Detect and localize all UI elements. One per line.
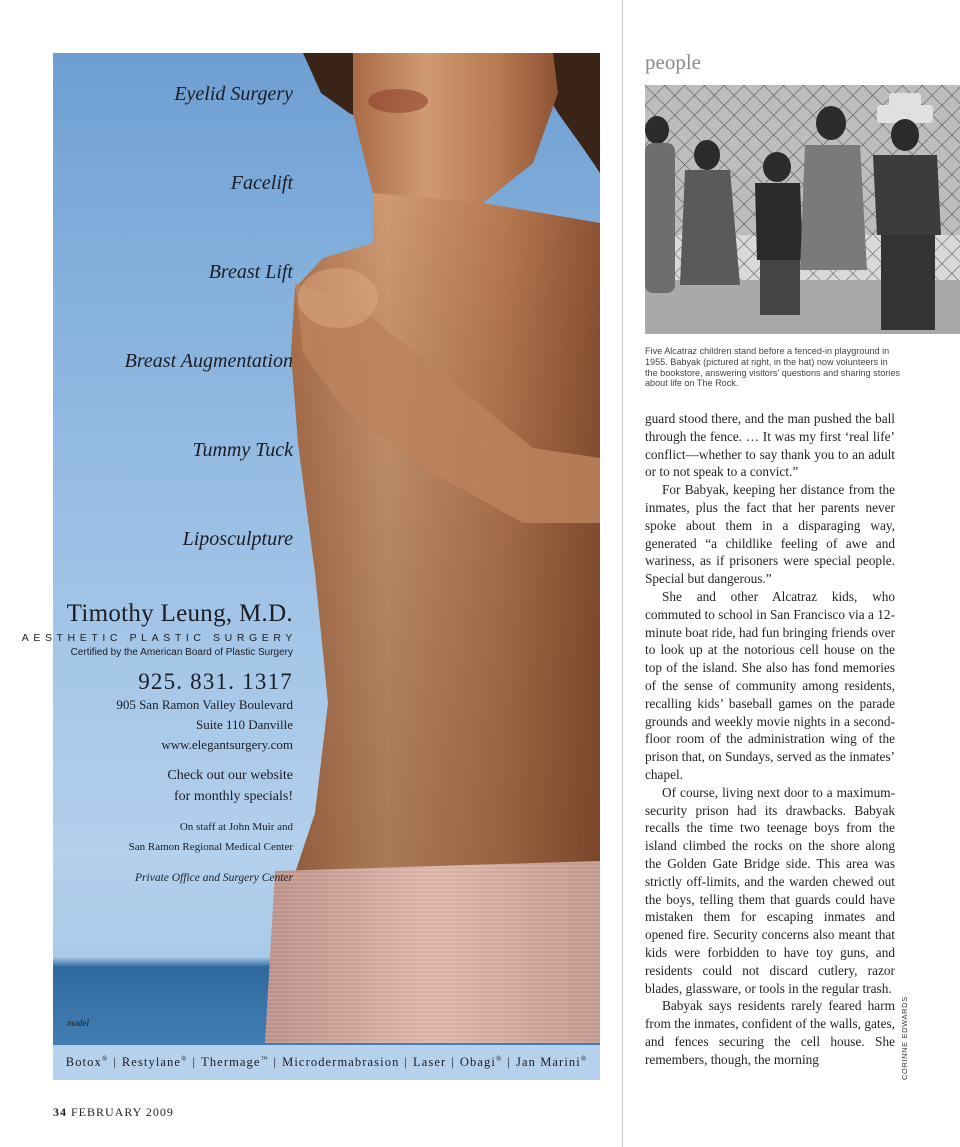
service-item: Facelift: [230, 172, 293, 194]
board-certification: Certified by the American Board of Plastic Surgery: [70, 647, 293, 658]
footer-item: Microdermabrasion: [282, 1055, 400, 1069]
office-tagline: Private Office and Surgery Center: [135, 872, 293, 884]
photo-credit: CORINNE EDWARDS: [900, 996, 909, 1080]
article-paragraph: Of course, living next door to a maximum-security prison had its drawbacks. Babyak recalls the time two teenage boys from the island climbed the rocks on the shore along the Golden Gate Bridge side. This area was strictly off-limits, and the warden chewed out the boys, telling them that guards could have mistaken them for escaping inmates and opened fire. Security concerns also meant that kids were forbidden to have toy guns, and residents could not discard cutlery, razor blades, glassware, or tools in the regular trash.: [645, 784, 895, 996]
phone-number: 925. 831. 1317: [138, 669, 293, 694]
section-label: people: [645, 50, 701, 74]
website-link: www.elegantsurgery.com: [161, 737, 293, 752]
footer-item: Laser: [413, 1055, 447, 1069]
doctor-specialty: AESTHETIC PLASTIC SURGERY: [21, 632, 297, 644]
address-line: 905 San Ramon Valley Boulevard: [116, 697, 293, 712]
photo-caption: Five Alcatraz children stand before a fenced-in playground in 1955. Babyak (pictured at right, in the hat) now volunteers in the bookstore, answering visitors’ questions and sharing stories about life on The Rock.: [645, 346, 900, 389]
article-paragraph: guard stood there, and the man pushed the ball through the fence. … It was my first ‘real life’ conflict—whether to say thank you to an adult or to not speak to a convict.”: [645, 411, 895, 480]
footer-item: Jan Marini®: [516, 1054, 588, 1070]
service-item: Tummy Tuck: [192, 439, 293, 461]
cta-text: Check out our website: [167, 768, 293, 783]
footer-separator: |: [113, 1055, 117, 1069]
staff-affiliation: [22, 817, 293, 857]
article-paragraph: For Babyak, keeping her distance from the inmates, plus the fact that her parents never spoke about them in a disparaging way, generated “a childlike feeling of awe and wariness, as if prisoners were special people. Special but dangerous.”: [645, 482, 895, 587]
advertisement: [21, 53, 600, 1080]
footer-separator: |: [507, 1055, 511, 1069]
page-number: 34: [53, 1105, 67, 1119]
service-item: Breast Augmentation: [124, 350, 293, 372]
footer-item: Botox®: [65, 1054, 109, 1070]
staff-text: On staff at John Muir and: [179, 821, 293, 833]
staff-text: San Ramon Regional Medical Center: [128, 841, 293, 853]
issue-date: FEBRUARY 2009: [71, 1105, 174, 1119]
article-paragraph: Babyak says residents rarely feared harm from the inmates, confident of the walls, gates, and fences securing the cell house. She remembers, though, the morning: [645, 998, 895, 1067]
footer-item: Obagi®: [459, 1054, 503, 1070]
service-item: Liposculpture: [182, 528, 293, 550]
doctor-name: Timothy Leung, M.D.: [66, 600, 293, 627]
cta-line: [22, 765, 293, 807]
service-item: Eyelid Surgery: [174, 83, 293, 105]
doctor-info: [21, 600, 297, 884]
ad-footer-services: [53, 1045, 600, 1080]
article-body: [645, 410, 895, 1068]
address-suite: Suite 110 Danville: [195, 717, 293, 732]
footer-separator: |: [192, 1055, 197, 1069]
footer-separator: |: [404, 1055, 409, 1069]
footer-separator: |: [273, 1055, 278, 1069]
page-folio: [53, 1105, 174, 1120]
footer-item: Thermage™: [201, 1054, 269, 1070]
photo-illustration: [645, 85, 960, 334]
column-divider: [622, 0, 623, 1147]
footer-item: Restylane®: [121, 1054, 188, 1070]
footer-separator: |: [451, 1055, 455, 1069]
service-item: Breast Lift: [208, 261, 293, 283]
cta-text: for monthly specials!: [174, 789, 293, 804]
children-photo: [645, 85, 960, 334]
services-list: [53, 53, 600, 593]
article-paragraph: She and other Alcatraz kids, who commuted to school in San Francisco via a 12-minute boat ride, had fun bringing friends over to look up at the notorious cell house on the top of the island. She also has fond memories of the sense of community among residents, recalling kids’ baseball games on the parade grounds and weekly movie nights in a second-floor room of the administration wing of the prison that, on Sundays, served as the inmates’ chapel.: [645, 588, 895, 782]
model-label: model: [67, 1018, 89, 1028]
